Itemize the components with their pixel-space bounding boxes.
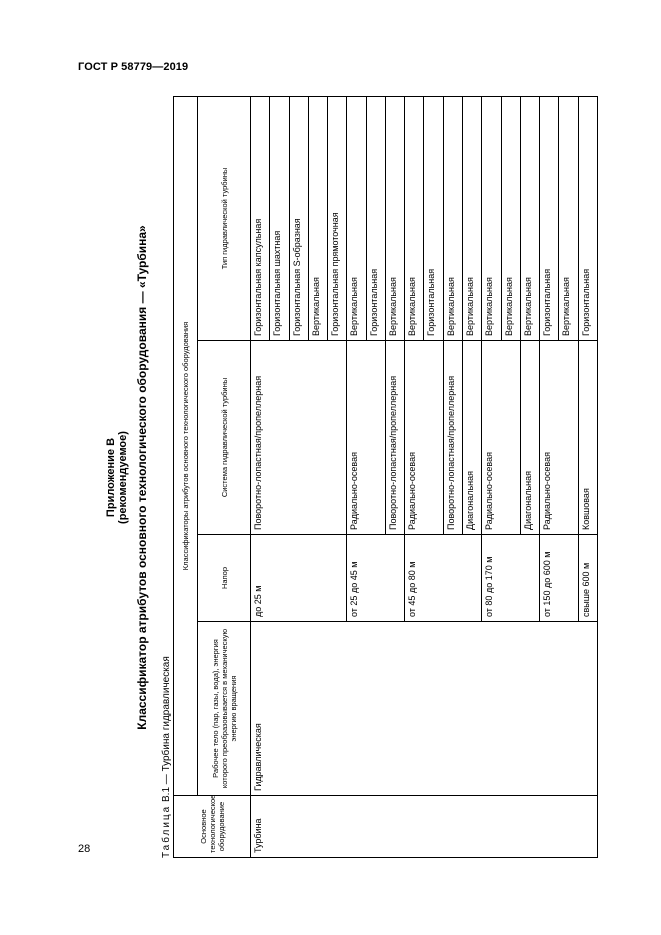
cell-system: Ковшовая <box>578 341 597 535</box>
page-number: 28 <box>78 843 91 855</box>
cell-system: Радиально-осевая <box>405 341 444 535</box>
cell-type: Горизонтальная <box>578 96 597 340</box>
cell-type: Вертикальная <box>559 96 578 340</box>
cell-head: от 45 до 80 м <box>405 535 482 622</box>
cell-system: Поворотно-лопастная/пропеллерная <box>251 341 347 535</box>
header-attribute-group: Классификаторы атрибутов основного технологического оборудования <box>174 96 198 795</box>
cell-type: Вертикальная <box>520 96 539 340</box>
table-caption-text: В.1 — Турбина гидравлическая <box>161 656 172 802</box>
cell-type: Горизонтальная <box>366 96 385 340</box>
cell-head: свыше 600 м <box>578 535 597 622</box>
table-caption <box>161 656 172 858</box>
cell-type: Вертикальная <box>463 96 482 340</box>
cell-equipment: Турбина <box>251 796 598 858</box>
cell-type: Вертикальная <box>385 96 404 340</box>
document-title: Классификатор атрибутов основного технологического оборудования — «Турбина» <box>135 225 149 730</box>
page-header: ГОСТ Р 58779—2019 <box>78 61 189 73</box>
table-caption-prefix: Таблица <box>161 804 172 858</box>
cell-type: Горизонтальная <box>540 96 559 340</box>
rotated-content <box>105 97 598 858</box>
header-equipment: Основное технологическое оборудование <box>174 796 251 858</box>
header-head: Напор <box>198 535 251 622</box>
table-subheader-row <box>198 96 251 857</box>
cell-type: Вертикальная <box>405 96 424 340</box>
appendix-title: Приложение В <box>105 437 117 518</box>
header-system: Система гидравлической турбины <box>198 341 251 535</box>
cell-type: Вертикальная <box>347 96 366 340</box>
cell-type: Вертикальная <box>482 96 501 340</box>
cell-type: Горизонтальная S-образная <box>289 96 308 340</box>
cell-system: Радиально-осевая <box>347 341 386 535</box>
cell-type: Вертикальная <box>443 96 462 340</box>
appendix-heading <box>105 97 129 858</box>
cell-system: Диагональная <box>463 341 482 535</box>
cell-type: Вертикальная <box>308 96 327 340</box>
cell-type: Горизонтальная прямоточная <box>328 96 347 340</box>
cell-system: Радиально-осевая <box>482 341 521 535</box>
cell-system: Поворотно-лопастная/пропеллерная <box>443 341 462 535</box>
cell-head: от 150 до 600 м <box>540 535 579 622</box>
cell-type: Вертикальная <box>501 96 520 340</box>
cell-type: Горизонтальная капсульная <box>251 96 270 340</box>
table-header-row <box>174 96 198 857</box>
cell-head: от 25 до 45 м <box>347 535 405 622</box>
cell-type: Горизонтальная <box>424 96 443 340</box>
cell-system: Поворотно-лопастная/пропеллерная <box>385 341 404 535</box>
attribute-table <box>173 96 598 858</box>
table-row <box>251 96 270 857</box>
cell-head: от 80 до 170 м <box>482 535 540 622</box>
cell-type: Горизонтальная шахтная <box>270 96 289 340</box>
appendix-subtitle: (рекомендуемое) <box>117 431 129 524</box>
header-medium: Рабочее тело (пар, газы, вода), энергия которого преобразовывается в механическую энергию вращения <box>198 622 251 796</box>
cell-system: Диагональная <box>520 341 539 535</box>
header-type: Тип гидравлической турбины <box>198 96 251 340</box>
cell-head: до 25 м <box>251 535 347 622</box>
cell-system: Радиально-осевая <box>540 341 579 535</box>
cell-medium: Гидравлическая <box>251 622 598 796</box>
